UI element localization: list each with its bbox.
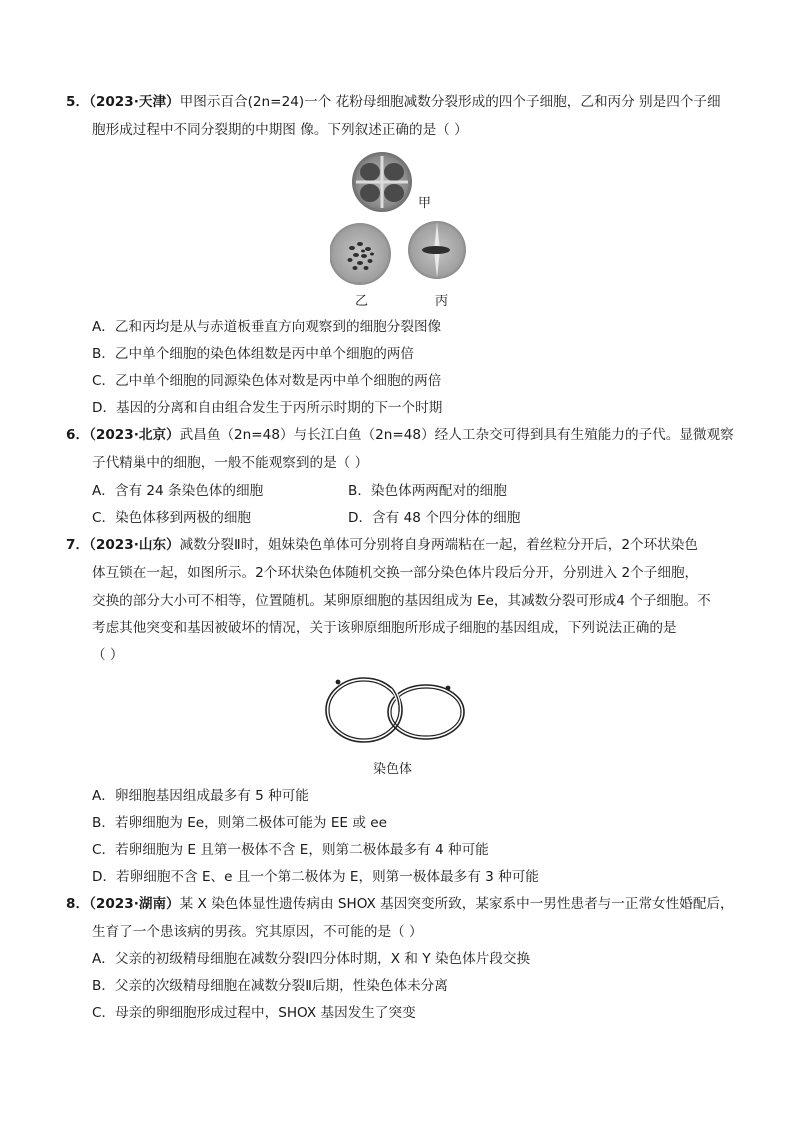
q7-option-d: D．若卵细胞不含 E、e 且一个第二极体为 E，则第一极体最多有 3 种可能 [92, 869, 539, 885]
q8-option-c: C．母亲的卵细胞形成过程中，SHOX 基因发生了突变 [92, 1005, 416, 1021]
q7-stem-line-1 [66, 535, 698, 555]
q5-source: （2023·天津） [89, 94, 180, 110]
q7-option-c: C．若卵细胞为 E 且第一极体不含 E，则第二极体最多有 4 种可能 [92, 842, 489, 858]
cell-bing-image [408, 221, 466, 279]
q5-label-bing: 丙 [435, 294, 449, 309]
q7-stem-text-1: 减数分裂Ⅱ时，姐妹染色单体可分别将自身两端粘在一起，着丝粒分开后，2个环状染色 [179, 537, 698, 553]
q5-stem-line-1 [66, 92, 721, 112]
q5-option-c: C．乙中单个细胞的同源染色体对数是丙中单个细胞的两倍 [92, 373, 442, 389]
cell-yi-image [330, 223, 391, 285]
q7-stem-line-4: 考虑其他突变和基因被破坏的情况，关于该卵原细胞所形成子细胞的基因组成，下列说法正确的是 [92, 620, 677, 636]
cell-jia-image [352, 152, 412, 212]
q7-number: 7． [66, 537, 90, 553]
q8-stem-text-1: 某 X 染色体显性遗传病由 SHOX 基因突变所致，某家系中一男性患者与一正常女性婚配后， [179, 896, 734, 912]
q5-label-jia: 甲 [418, 196, 432, 211]
q6-option-c: C．染色体移到两极的细胞 [92, 510, 252, 526]
q7-ring-chromosome-figure [320, 672, 470, 752]
q7-stem-line-3: 交换的部分大小可不相等，位置随机。某卵原细胞的基因组成为 Ee，其减数分裂可形成4 个子细胞。不 [92, 593, 711, 609]
q6-stem-line-1 [66, 425, 734, 445]
q7-stem-line-5: （ ） [92, 647, 124, 663]
q5-option-b: B．乙中单个细胞的染色体组数是丙中单个细胞的两倍 [92, 346, 414, 362]
q5-number: 5． [66, 94, 90, 110]
q6-option-d: D．含有 48 个四分体的细胞 [348, 510, 521, 526]
q8-number: 8． [66, 896, 90, 912]
q5-option-a: A．乙和丙均是从与赤道板垂直方向观察到的细胞分裂图像 [92, 319, 442, 335]
q6-source: （2023·北京） [89, 427, 180, 443]
interlocked-rings-image [320, 672, 470, 752]
q7-figure-caption: 染色体 [373, 762, 413, 777]
q6-number: 6． [66, 427, 90, 443]
q8-stem-line-2: 生育了一个患该病的男孩。究其原因，不可能的是（ ） [92, 924, 423, 940]
q7-stem-line-2: 体互锁在一起，如图所示。2个环状染色体随机交换一部分染色体片段后分开，分别进入 2个子细胞， [92, 565, 699, 581]
q5-micrograph-figure [330, 150, 470, 310]
q8-option-a: A．父亲的初级精母细胞在减数分裂Ⅰ四分体时期，X 和 Y 染色体片段交换 [92, 951, 531, 967]
micrograph-cells-image [330, 150, 470, 310]
q6-option-a: A．含有 24 条染色体的细胞 [92, 483, 264, 499]
q5-stem-line-2: 胞形成过程中不同分裂期的中期图 像。下列叙述正确的是（ ） [92, 122, 468, 138]
q6-option-b: B．染色体两两配对的细胞 [348, 483, 507, 499]
q6-stem-line-2: 子代精巢中的细胞，一般不能观察到的是（ ） [92, 455, 369, 471]
q7-option-b: B．若卵细胞为 Ee，则第二极体可能为 EE 或 ee [92, 815, 387, 831]
q7-option-a: A．卵细胞基因组成最多有 5 种可能 [92, 788, 309, 804]
q7-source: （2023·山东） [89, 537, 180, 553]
q6-stem-text-1: 武昌鱼（2n=48）与长江白鱼（2n=48）经人工杂交可得到具有生殖能力的子代。显微观察 [179, 427, 734, 443]
q8-stem-line-1 [66, 894, 734, 914]
q5-option-d: D．基因的分离和自由组合发生于丙所示时期的下一个时期 [92, 400, 443, 416]
q8-option-b: B．父亲的次级精母细胞在减数分裂Ⅱ后期，性染色体未分离 [92, 978, 448, 994]
q5-label-yi: 乙 [355, 294, 369, 309]
q5-stem-text-1: 甲图示百合(2n=24)一个 花粉母细胞减数分裂形成的四个子细胞，乙和丙分 别是四个子细 [179, 94, 721, 110]
q8-source: （2023·湖南） [89, 896, 180, 912]
